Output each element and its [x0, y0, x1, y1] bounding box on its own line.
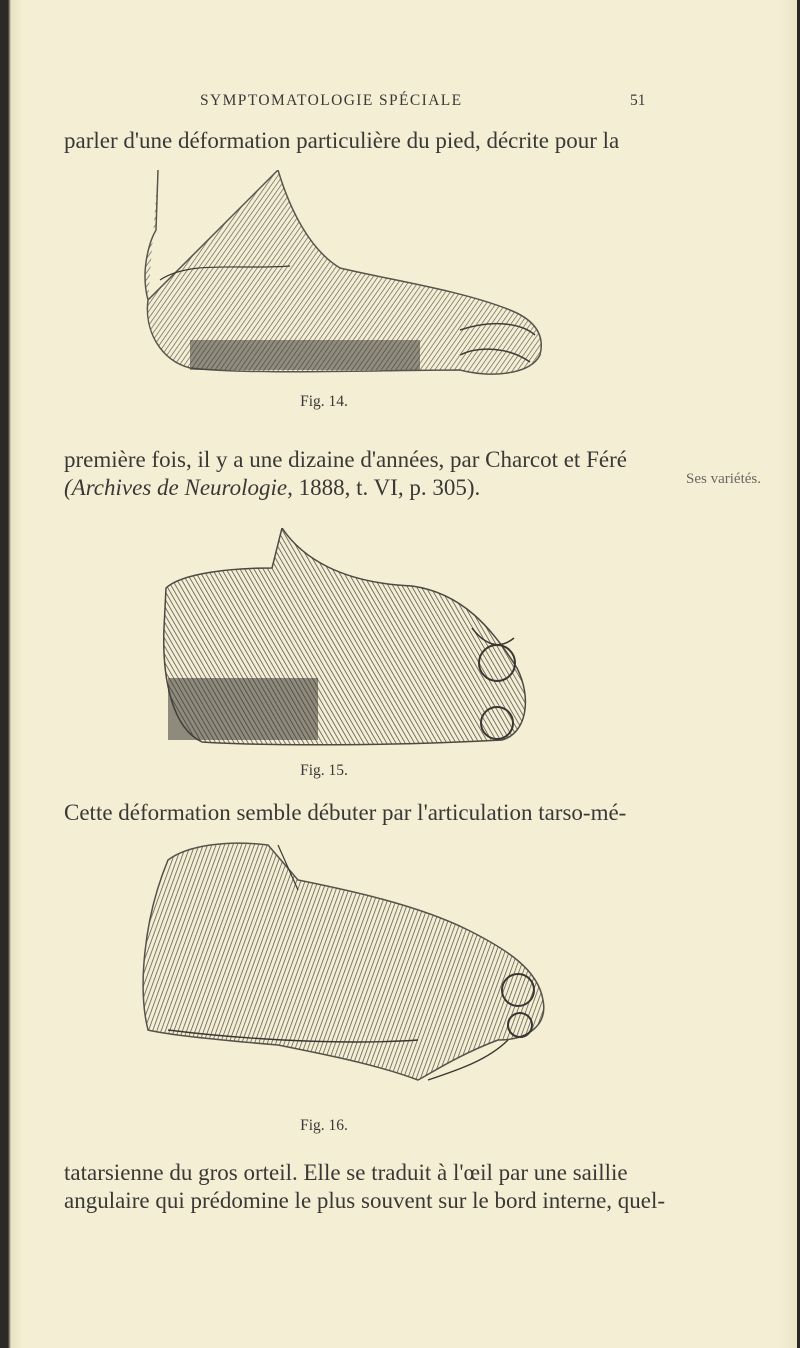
figure-14-illustration [130, 170, 560, 400]
body-line-1: parler d'une déformation particulière du pied, décrite pour la [64, 128, 620, 153]
body-line-2: première fois, il y a une dizaine d'années, par Charcot et Féré [64, 447, 627, 472]
running-header: SYMPTOMATOLOGIE SPÉCIALE [200, 92, 463, 109]
body-line-5: tatarsienne du gros orteil. Elle se traduit à l'œil par une saillie [64, 1160, 628, 1185]
body-line-3 [64, 475, 480, 501]
figure-14-caption: Fig. 14. [300, 393, 348, 410]
figure-16-caption: Fig. 16. [300, 1117, 348, 1134]
margin-note: Ses variétés. [686, 471, 761, 487]
body-line-3-rest: 1888, t. VI, p. 305). [292, 475, 481, 500]
body-line-3-citation: (Archives de Neurologie, [64, 475, 293, 500]
figure-15-caption: Fig. 15. [300, 762, 348, 779]
figure-15-illustration [142, 528, 542, 753]
body-line-6: angulaire qui prédomine le plus souvent sur le bord interne, quel- [64, 1188, 666, 1213]
body-line-4: Cette déformation semble débuter par l'articulation tarso-mé- [64, 800, 627, 825]
page-number: 51 [630, 92, 646, 109]
figure-16-illustration [128, 840, 558, 1090]
